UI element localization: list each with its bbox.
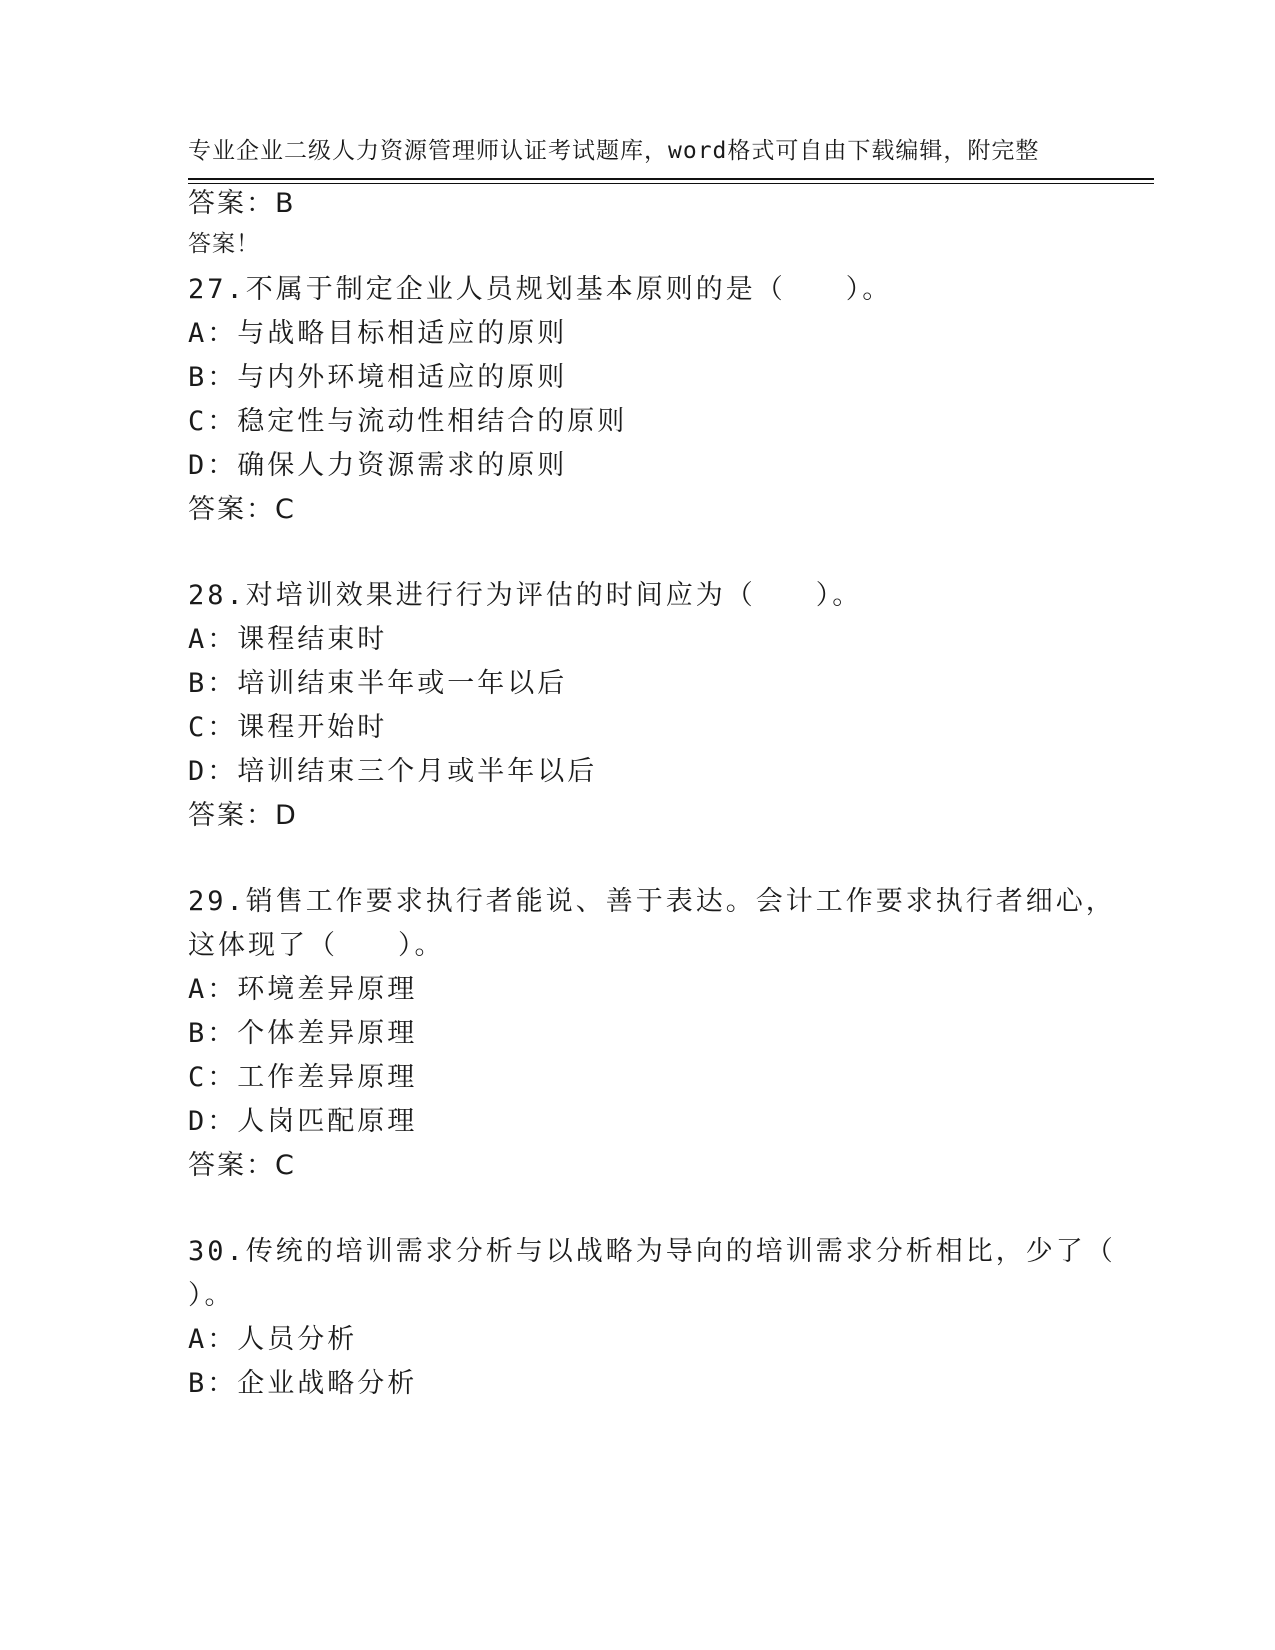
question-30-option-b: B：企业战略分析	[188, 1368, 418, 1399]
question-27-option-c: C：稳定性与流动性相结合的原则	[188, 406, 628, 437]
question-29-stem-line-2: 这体现了（ ）。	[188, 930, 445, 961]
question-28-stem: 28.对培训效果进行行为评估的时间应为（ ）。	[188, 580, 863, 611]
question-30-stem-line-2: ）。	[188, 1280, 235, 1311]
question-27-stem: 27.不属于制定企业人员规划基本原则的是（ ）。	[188, 274, 893, 305]
question-28-option-d: D：培训结束三个月或半年以后	[188, 756, 598, 787]
question-30-option-a: A：人员分析	[188, 1324, 358, 1355]
question-29-stem-line-1: 29.销售工作要求执行者能说、善于表达。会计工作要求执行者细心，	[188, 886, 1116, 917]
answer-27: 答案：C	[188, 494, 296, 525]
header-divider	[188, 178, 1154, 184]
header-line-1: 专业企业二级人力资源管理师认证考试题库，word格式可自由下载编辑，附完整	[188, 138, 1040, 164]
question-27-option-a: A：与战略目标相适应的原则	[188, 318, 568, 349]
question-29-option-d: D：人岗匹配原理	[188, 1106, 418, 1137]
answer-29: 答案：C	[188, 1150, 296, 1181]
question-28-option-a: A：课程结束时	[188, 624, 388, 655]
question-29-option-c: C：工作差异原理	[188, 1062, 418, 1093]
question-27-option-d: D：确保人力资源需求的原则	[188, 450, 568, 481]
question-28-option-c: C：课程开始时	[188, 712, 388, 743]
answer-26: 答案：B	[188, 188, 296, 219]
header-line-2: 答案！	[188, 231, 260, 257]
question-29-option-b: B：个体差异原理	[188, 1018, 418, 1049]
question-28-option-b: B：培训结束半年或一年以后	[188, 668, 568, 699]
answer-28: 答案：D	[188, 800, 298, 831]
question-29-option-a: A：环境差异原理	[188, 974, 418, 1005]
question-30-stem-line-1: 30.传统的培训需求分析与以战略为导向的培训需求分析相比，少了（	[188, 1236, 1116, 1267]
question-27-option-b: B：与内外环境相适应的原则	[188, 362, 568, 393]
